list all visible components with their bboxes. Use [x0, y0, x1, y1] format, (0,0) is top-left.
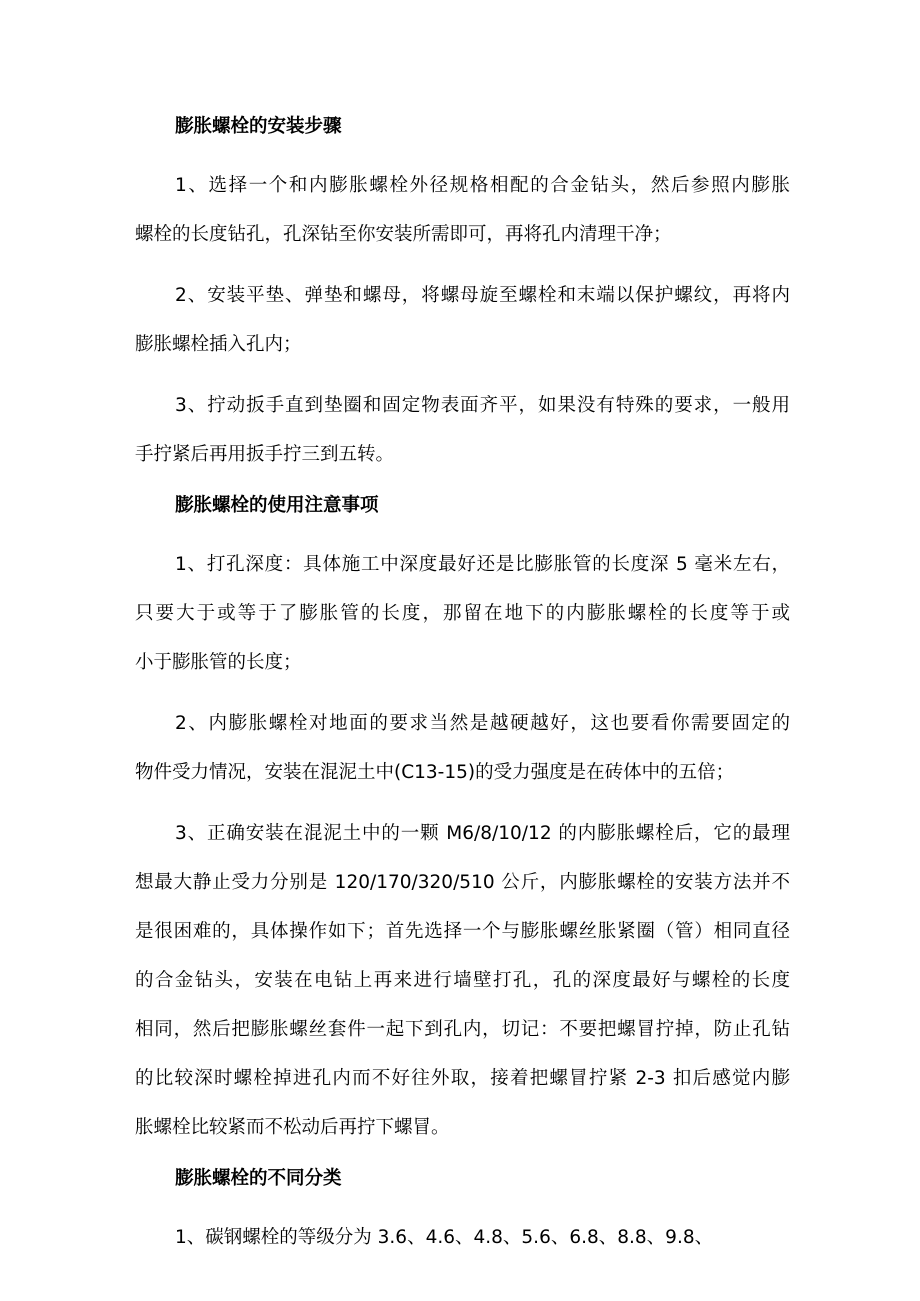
paragraph-line: 膨胀螺栓插入孔内； [135, 334, 302, 355]
paragraph [135, 271, 790, 369]
paragraph [135, 699, 790, 797]
paragraph-line: 小于膨胀管的长度； [135, 652, 302, 673]
section-heading: 膨胀螺栓的不同分类 [175, 1168, 342, 1189]
section-heading: 膨胀螺栓的安装步骤 [175, 116, 342, 137]
paragraph-line: 相同，然后把膨胀螺丝套件一起下到孔内，切记：不要把螺冒拧掉，防止孔钻 [135, 1019, 790, 1040]
paragraph-line: 的比较深时螺栓掉进孔内而不好往外取，接着把螺冒拧紧 2-3 扣后感觉内膨 [135, 1068, 790, 1089]
paragraph-line: 1、打孔深度：具体施工中深度最好还是比膨胀管的长度深 5 毫米左右， [175, 554, 790, 575]
paragraph [135, 1213, 790, 1262]
paragraph-line: 只要大于或等于了膨胀管的长度，那留在地下的内膨胀螺栓的长度等于或 [135, 603, 790, 624]
paragraph-line: 是很困难的，具体操作如下；首先选择一个与膨胀螺丝胀紧圈（管）相同直径 [135, 921, 790, 942]
paragraph [135, 161, 790, 259]
paragraph-line: 螺栓的长度钻孔，孔深钻至你安装所需即可，再将孔内清理干净； [135, 224, 672, 245]
section-heading: 膨胀螺栓的使用注意事项 [175, 495, 379, 516]
paragraph [135, 540, 790, 687]
paragraph-line: 的合金钻头，安装在电钻上再来进行墙壁打孔，孔的深度最好与螺栓的长度 [135, 970, 790, 991]
paragraph-line: 手拧紧后再用扳手拧三到五转。 [135, 444, 395, 465]
paragraph-line: 1、选择一个和内膨胀螺栓外径规格相配的合金钻头，然后参照内膨胀 [175, 175, 790, 196]
paragraph-line: 物件受力情况，安装在混泥土中(C13-15)的受力强度是在砖体中的五倍； [135, 762, 735, 783]
paragraph [135, 381, 790, 479]
paragraph-line: 3、正确安装在混泥土中的一颗 M6/8/10/12 的内膨胀螺栓后，它的最理 [175, 823, 790, 844]
paragraph-line: 想最大静止受力分别是 120/170/320/510 公斤，内膨胀螺栓的安装方法并不 [135, 872, 790, 893]
paragraph-line: 3、拧动扳手直到垫圈和固定物表面齐平，如果没有特殊的要求，一般用 [175, 395, 790, 416]
paragraph-line: 2、内膨胀螺栓对地面的要求当然是越硬越好，这也要看你需要固定的 [175, 713, 790, 734]
paragraph [135, 809, 790, 1152]
paragraph-line: 胀螺栓比较紧而不松动后再拧下螺冒。 [135, 1117, 450, 1138]
paragraph-line: 2、安装平垫、弹垫和螺母，将螺母旋至螺栓和末端以保护螺纹，再将内 [175, 285, 790, 306]
paragraph-line: 1、碳钢螺栓的等级分为 3.6、4.6、4.8、5.6、6.8、8.8、9.8、 [175, 1227, 714, 1248]
